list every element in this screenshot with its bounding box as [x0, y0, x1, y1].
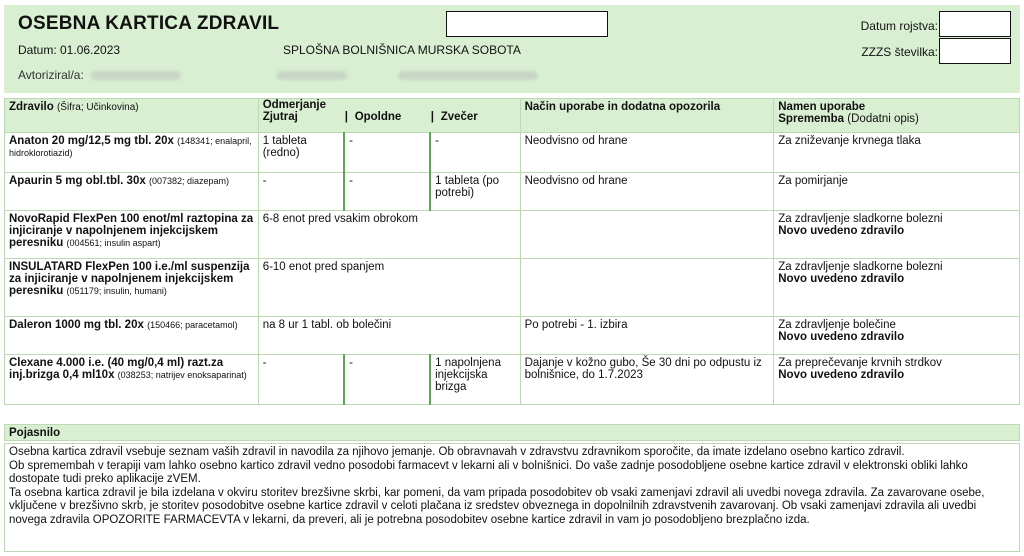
birth-date-box	[939, 11, 1011, 37]
usage-notes	[520, 211, 774, 259]
dose-noon: -	[344, 133, 430, 173]
table-header-row	[5, 99, 1020, 133]
medicine-name: NovoRapid FlexPen 100 enot/ml raztopina za injiciranje v napolnjenem injekcijskem peresniku (004561; insulin aspart)	[5, 211, 259, 259]
header-noon: Opoldne	[354, 111, 402, 123]
medicine-name: Daleron 1000 mg tbl. 20x (150466; paracetamol)	[5, 317, 259, 355]
dose-schedule: na 8 ur 1 tabl. ob bolečini	[258, 317, 520, 355]
dose-evening: 1 napolnjena injekcijska brizga	[430, 355, 520, 405]
zzzs-number-label: ZZZS številka:	[861, 45, 938, 59]
dose-morning: -	[258, 355, 344, 405]
page-title: OSEBNA KARTICA ZDRAVIL	[18, 13, 280, 34]
medicine-name: Anaton 20 mg/12,5 mg tbl. 20x (148341; enalapril, hidroklorotiazid)	[5, 133, 259, 173]
purpose: Za preprečevanje krvnih strdkov Novo uvedeno zdravilo	[774, 355, 1020, 405]
usage-notes: Dajanje v kožno gubo, Še 30 dni po odpustu iz bolnišnice, do 1.7.2023	[520, 355, 774, 405]
patient-name-box	[446, 11, 608, 37]
medication-table	[4, 98, 1020, 405]
usage-notes	[520, 259, 774, 317]
table-row	[5, 355, 1020, 405]
usage-notes: Po potrebi - 1. izbira	[520, 317, 774, 355]
purpose: Za zniževanje krvnega tlaka	[774, 133, 1020, 173]
explanation-paragraph: Ob spremembah v terapiji vam lahko osebno kartico zdravil vedno posodobi farmacevt v lekarni ali v bolnišnici. Do vaše zadnje posodobljene osebne kartice zdravil v elektronski obliki lahko dostopate tudi preko aplikacije zVEM.	[9, 459, 968, 486]
dose-evening: 1 tableta (po potrebi)	[430, 173, 520, 211]
author-label: Avtoriziral/a:	[18, 68, 84, 82]
dose-schedule: 6-8 enot pred vsakim obrokom	[258, 211, 520, 259]
medicine-name: INSULATARD FlexPen 100 i.e./ml suspenzija za injiciranje v napolnjenem injekcijskem peresniku (051179; insulin, humani)	[5, 259, 259, 317]
explanation-text	[4, 443, 1020, 552]
dose-evening: -	[430, 133, 520, 173]
header-purpose: Namen uporabe Sprememba (Dodatni opis)	[774, 99, 1020, 133]
explanation-heading: Pojasnilo	[4, 424, 1020, 441]
card-header	[4, 5, 1020, 93]
explanation-paragraph: Osebna kartica zdravil vsebuje seznam vaših zdravil in navodila za njihovo jemanje. Ob obravnavah v zdravstvu zdravnikom sporočite, da imate izdelano osebno kartico zdravil.	[9, 446, 905, 458]
table-row	[5, 133, 1020, 173]
redacted-author-phone	[277, 71, 347, 80]
dose-morning: -	[258, 173, 344, 211]
birth-date-label: Datum rojstva:	[860, 19, 938, 33]
dose-noon: -	[344, 355, 430, 405]
medicine-name: Clexane 4.000 i.e. (40 mg/0,4 ml) razt.za inj.brizga 0,4 ml10x (038253; natrijev enoksaparinat)	[5, 355, 259, 405]
purpose: Za zdravljenje sladkorne bolezni Novo uvedeno zdravilo	[774, 259, 1020, 317]
purpose: Za zdravljenje sladkorne bolezni Novo uvedeno zdravilo	[774, 211, 1020, 259]
header-dosing: Odmerjanje Zjutraj | Opoldne | Zvečer	[258, 99, 520, 133]
author-line	[18, 68, 538, 82]
issue-date: Datum: 01.06.2023	[18, 43, 121, 57]
medicine-name: Apaurin 5 mg obl.tbl. 30x (007382; diazepam)	[5, 173, 259, 211]
header-evening: Zvečer	[440, 111, 478, 123]
dose-schedule: 6-10 enot pred spanjem	[258, 259, 520, 317]
dose-noon: -	[344, 173, 430, 211]
purpose: Za zdravljenje bolečine Novo uvedeno zdravilo	[774, 317, 1020, 355]
table-row	[5, 259, 1020, 317]
header-medicine: Zdravilo (Šifra; Učinkovina)	[5, 99, 259, 133]
redacted-author-email	[398, 71, 538, 80]
purpose: Za pomirjanje	[774, 173, 1020, 211]
explanation-paragraph: Ta osebna kartica zdravil je bila izdelana v okviru storitev brezšivne skrbi, kar pomeni, da vam pripada posodobitev ob vsaki zamenjavi zdravil ali uvedbi novega zdravila. Za zavarovane osebe, vključene v brezšivno skrb, je storitev posodobitve osebne kartice zdravil v celoti plačana iz sredstev obveznega in dopolnilnih zdravstvenih zavarovanj. Ob vsaki zamenjavi zdravila ali uvedbi novega zdravila OPOZORITE FARMACEVTA v lekarni, da preveri, ali je potrebna posodobitev osebne kartice zdravil in vam jo posodobljeno brezplačno izda.	[9, 486, 985, 526]
dose-morning: 1 tableta (redno)	[258, 133, 344, 173]
header-usage: Način uporabe in dodatna opozorila	[520, 99, 774, 133]
table-row	[5, 173, 1020, 211]
usage-notes: Neodvisno od hrane	[520, 173, 774, 211]
zzzs-number-box	[939, 38, 1011, 64]
header-morning: Zjutraj	[262, 111, 298, 123]
hospital-name: SPLOŠNA BOLNIŠNICA MURSKA SOBOTA	[283, 43, 521, 57]
redacted-author-name	[91, 71, 181, 80]
table-row	[5, 211, 1020, 259]
usage-notes: Neodvisno od hrane	[520, 133, 774, 173]
table-row	[5, 317, 1020, 355]
